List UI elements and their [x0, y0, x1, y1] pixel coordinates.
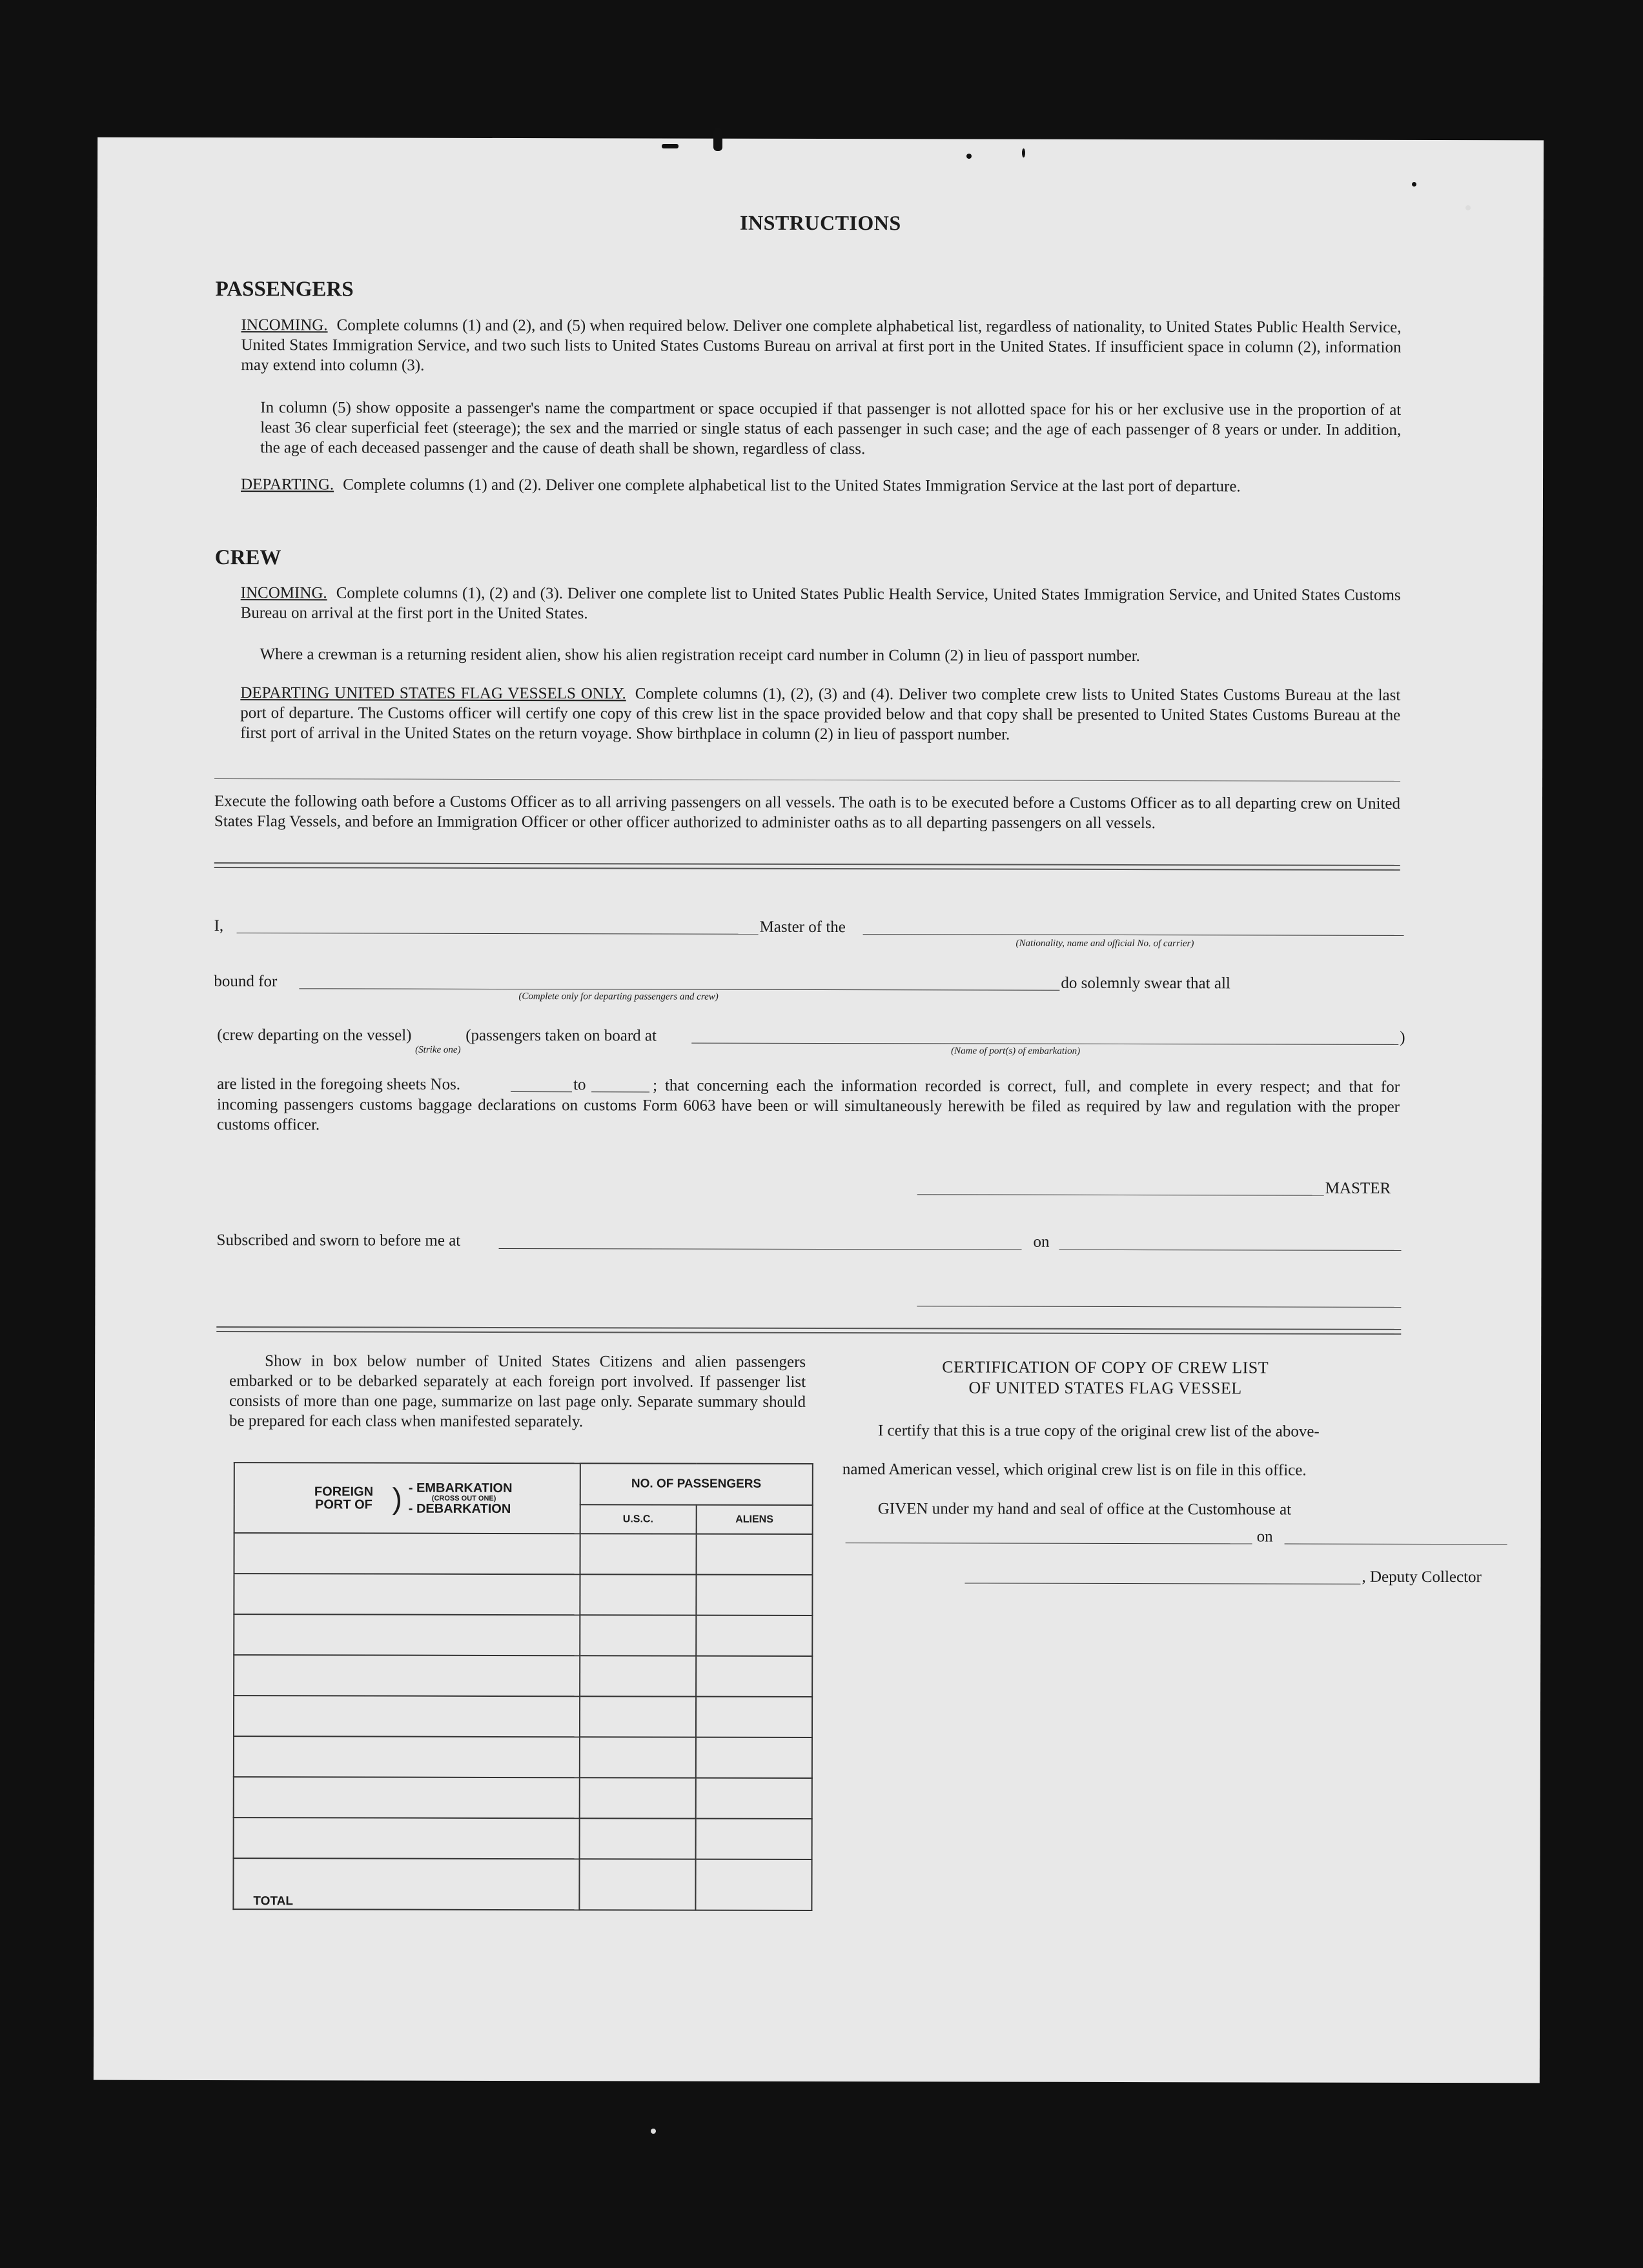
scan-speck — [662, 144, 679, 148]
passengers-incoming-text: Complete columns (1) and (2), and (5) when required below. Deliver one complete alphabetical list, regardless of nationality, to United States Public Health Service, United States Immigration Service, and two such lists to United States Customs Bureau on arrival at first port in the United States. If insufficient space in column (2), information may extend into column (3). — [241, 316, 1402, 374]
crew-departing-option[interactable]: (crew departing on the vessel) — [217, 1026, 412, 1044]
certification-date-field[interactable] — [1285, 1544, 1507, 1545]
swear-label: do solemnly swear that all — [1061, 974, 1230, 993]
form-page — [94, 137, 1544, 2083]
crew-incoming-text: Complete columns (1), (2) and (3). Deliver one complete list to United States Public Health Service, United States Immigration Service, and United States Customs Bureau on arrival at the first port in the United States. — [240, 584, 1401, 623]
foreign-port-label: FOREIGN PORT OF — [314, 1484, 374, 1512]
double-divider-2 — [216, 1326, 1401, 1335]
usc-total-cell[interactable] — [579, 1859, 695, 1910]
certification-line2: named American vessel, which original crew list is on file in this office. — [842, 1461, 1307, 1479]
summary-instructions: Show in box below number of United States Citizens and alien passengers embarked or to be debarked separately at each foreign port involved. If passenger list consists of more than one page, summarize on last page only. Separate summary should be prepared for each class when manifested separately. — [229, 1352, 806, 1431]
passengers-heading: PASSENGERS — [215, 278, 354, 301]
crew-incoming-paragraph — [241, 583, 1401, 625]
table-row — [234, 1655, 812, 1697]
bound-for-field[interactable] — [299, 988, 1059, 990]
crew-resident-paragraph: Where a crewman is a returning resident alien, show his alien registration receipt card number in Column (2) in lieu of passport number. — [260, 645, 1140, 665]
aliens-cell[interactable] — [696, 1615, 812, 1656]
scan-speck — [713, 128, 722, 151]
foreign-port-header: FOREIGN PORT OF ) - EMBARKATION (CROSS OUT ONE) - DEBARKATION — [234, 1463, 580, 1534]
ports-hint: (Name of port(s) of embarkation) — [951, 1046, 1081, 1057]
bound-for-label: bound for — [214, 973, 278, 991]
aliens-cell[interactable] — [695, 1819, 811, 1859]
sworn-on-label: on — [1033, 1233, 1050, 1251]
usc-cell[interactable] — [580, 1615, 696, 1655]
sheets-to-label: to — [573, 1076, 586, 1094]
table-row — [234, 1533, 812, 1575]
usc-cell[interactable] — [579, 1777, 695, 1818]
crew-departing-paragraph — [240, 683, 1400, 745]
debarkation-option[interactable]: - DEBARKATION — [408, 1501, 511, 1516]
port-cell[interactable] — [234, 1574, 580, 1615]
scan-speck — [1412, 182, 1416, 187]
oath-instructions: Execute the following oath before a Customs Officer as to all arriving passengers on all vessels. The oath is to be executed before a Customs Officer as to all departing crew on United States Flag Vessels, and before an Immigration Officer or other officer authorized to administer oaths as to all departing passengers on all vessels. — [214, 793, 1401, 833]
aliens-cell[interactable] — [695, 1778, 811, 1819]
port-cell[interactable] — [234, 1817, 580, 1859]
port-cell[interactable] — [234, 1777, 580, 1818]
oath-statement: ; that concerning each the information recorded is correct, full, and complete in every respect; and that for incoming passengers customs baggage declarations on customs Form 6063 have been or will simultaneously herewith be filed as required by law and regulation with the proper customs officer. — [216, 1077, 1400, 1134]
table-row — [234, 1574, 812, 1615]
page-title: INSTRUCTIONS — [740, 210, 901, 235]
embarkation-ports-field[interactable] — [691, 1043, 1398, 1045]
crew-departing-text: Complete columns (1), (2), (3) and (4). Deliver two complete crew lists to United States Customs Bureau at the last port of departure. The Customs officer will certify one copy of this crew list in the space provided below and that copy shall be presented to United States Customs Bureau at the first port of arrival in the United States on the return voyage. Show birthplace in column (2) in lieu of passport number. — [240, 685, 1401, 744]
table-row — [234, 1736, 812, 1778]
passengers-incoming-label: INCOMING. — [241, 316, 328, 334]
passengers-departing-text: Complete columns (1) and (2). Deliver one complete alphabetical list to the United States Immigration Service at the last port of departure. — [343, 476, 1241, 496]
embarkation-option[interactable]: - EMBARKATION — [408, 1481, 513, 1495]
carrier-field[interactable] — [863, 934, 1404, 936]
sworn-date-field[interactable] — [1059, 1250, 1402, 1251]
passengers-incoming-paragraph — [241, 315, 1401, 378]
total-row — [233, 1858, 811, 1910]
double-divider — [214, 862, 1400, 871]
certification-title-line1: CERTIFICATION OF COPY OF CREW LIST — [942, 1357, 1269, 1377]
table-row — [234, 1777, 812, 1819]
master-label: MASTER — [1325, 1179, 1391, 1197]
master-name-field[interactable] — [237, 933, 759, 935]
table-row — [234, 1817, 812, 1859]
passenger-summary-table — [232, 1462, 813, 1911]
usc-cell[interactable] — [579, 1737, 695, 1777]
port-cell[interactable] — [234, 1736, 580, 1777]
crew-heading: CREW — [214, 546, 281, 570]
port-cell[interactable] — [234, 1696, 580, 1737]
aliens-cell[interactable] — [696, 1656, 812, 1697]
scan-speck — [1465, 205, 1471, 210]
table-row — [234, 1614, 812, 1656]
passengers-departing-paragraph — [241, 474, 1401, 497]
passengers-departing-label: DEPARTING. — [241, 476, 334, 494]
usc-cell[interactable] — [580, 1696, 696, 1737]
passengers-taken-option[interactable]: (passengers taken on board at — [465, 1026, 657, 1045]
deputy-collector-label: , Deputy Collector — [1362, 1568, 1482, 1586]
deputy-collector-signature-field[interactable] — [964, 1583, 1360, 1584]
certification-line3: GIVEN under my hand and seal of office at the Customhouse at — [877, 1500, 1292, 1519]
customhouse-field[interactable] — [846, 1543, 1252, 1544]
bound-for-hint: (Complete only for departing passengers and crew) — [518, 991, 719, 1002]
aliens-cell[interactable] — [696, 1575, 812, 1615]
scan-speck — [1022, 148, 1025, 157]
crew-departing-label: DEPARTING UNITED STATES FLAG VESSELS ONLY. — [240, 684, 626, 703]
subscribed-label: Subscribed and sworn to before me at — [216, 1231, 461, 1250]
divider — [214, 778, 1400, 782]
carrier-hint: (Nationality, name and official No. of carrier) — [1015, 938, 1194, 949]
usc-cell[interactable] — [580, 1574, 696, 1615]
port-cell[interactable] — [234, 1614, 580, 1655]
aliens-cell[interactable] — [696, 1697, 812, 1737]
aliens-cell[interactable] — [696, 1534, 812, 1575]
officer-signature-field[interactable] — [917, 1306, 1401, 1308]
usc-cell[interactable] — [579, 1818, 695, 1859]
certification-line1: I certify that this is a true copy of the original crew list of the above- — [877, 1422, 1320, 1441]
scan-speck — [966, 154, 972, 159]
table-row — [234, 1696, 812, 1737]
passengers-column5-paragraph: In column (5) show opposite a passenger's name the compartment or space occupied if that passenger is not allotted space for his or her exclusive use in the proportion of at least 36 clear superficial feet (steerage); the sex and the married or single status of each passenger in such case; and the age of each passenger of 8 years or under. In addition, the age of each deceased passenger and the cause of death shall be shown, regardless of class. — [260, 399, 1402, 458]
oath-i-label: I, — [214, 917, 224, 935]
total-label: TOTAL — [233, 1858, 579, 1910]
no-passengers-header: NO. OF PASSENGERS — [580, 1463, 813, 1505]
port-cell[interactable] — [234, 1655, 580, 1696]
usc-cell[interactable] — [580, 1534, 696, 1574]
strike-one-hint: (Strike one) — [415, 1044, 461, 1055]
crew-incoming-label: INCOMING. — [240, 584, 327, 602]
usc-cell[interactable] — [580, 1655, 696, 1696]
aliens-header: ALIENS — [696, 1505, 812, 1534]
aliens-cell[interactable] — [696, 1737, 812, 1778]
scan-speck — [651, 2129, 656, 2134]
close-paren: ) — [1400, 1028, 1405, 1046]
port-cell[interactable] — [234, 1533, 580, 1574]
certification-title — [883, 1357, 1328, 1399]
usc-header: U.S.C. — [580, 1504, 696, 1534]
sworn-place-field[interactable] — [499, 1248, 1022, 1250]
cross-out-hint: (CROSS OUT ONE) — [431, 1494, 496, 1503]
certification-title-line2: OF UNITED STATES FLAG VESSEL — [968, 1378, 1242, 1398]
master-of-label: Master of the — [759, 918, 846, 937]
master-signature-field[interactable] — [917, 1194, 1324, 1195]
sheets-from-label: are listed in the foregoing sheets Nos. — [217, 1075, 461, 1093]
aliens-total-cell[interactable] — [695, 1859, 811, 1910]
certification-on-label: on — [1256, 1528, 1273, 1546]
